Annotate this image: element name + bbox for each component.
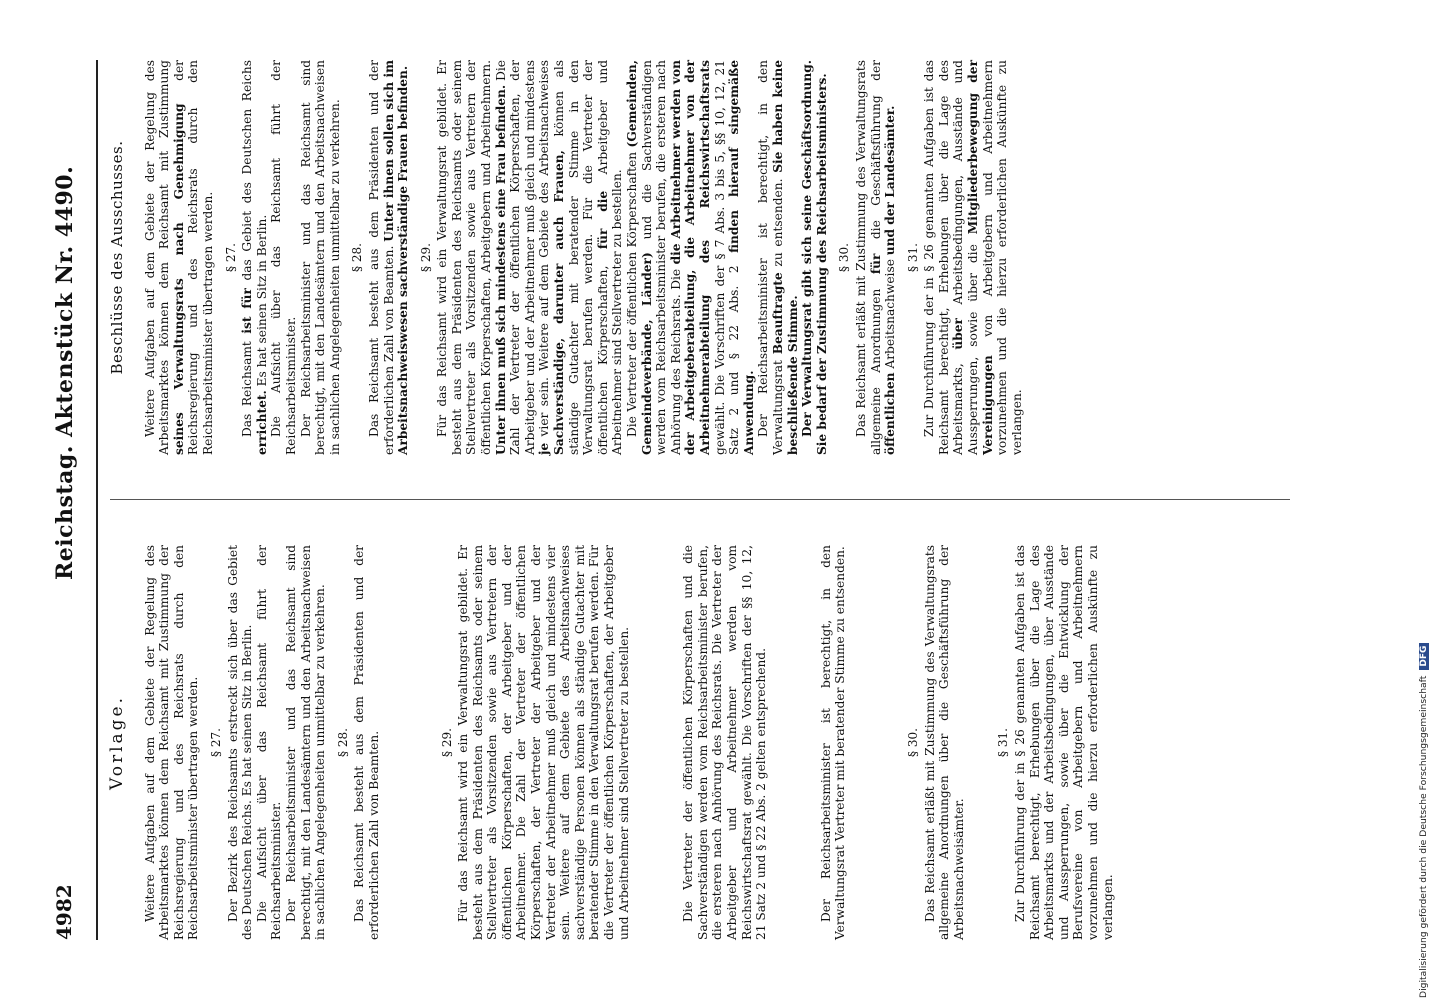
left-s29-p1: Für das Reichsamt wird ein Verwaltungsrat gebildet. Er besteht aus dem Präsidenten des Reichsamts oder seinem Stellvertreter als Vorsitzenden sowie aus Vertretern der öffentlichen Körperschaften, der Arbeitgeber und der Arbeitnehmer. Die Zahl der Vertreter der öffentlichen Körperschaften, der Vertreter der Arbeitgeber und der Vertreter der Arbeitnehmer muß gleich und mindestens vier sein. Weitere auf dem Gebiete des Arbeitsnachweises sachverständige Personen können als ständige Gutachter mit beratender Stimme in den Verwaltungsrat berufen werden. Für die Vertreter der öffentlichen Körperschaften, der Arbeitgeber und Arbeitnehmer sind Stellvertreter zu bestellen.: [456, 545, 631, 940]
left-s29-p3: Der Reichsarbeitsminister ist berechtigt, in den Verwaltungsrat Vertreter mit beratender Stimme zu entsenden.: [818, 545, 848, 940]
left-intro: Weitere Aufgaben auf dem Gebiete der Regelung des Arbeitsmarktes können dem Reichsamt mit Zustimmung der Reichsregierung und des Reichsrats durch den Reichsarbeitsminister übertragen werden.: [142, 545, 201, 940]
right-section-27: § 27.: [223, 243, 238, 272]
right-s28-p1: Das Reichsamt besteht aus dem Präsidenten und der erforderlichen Zahl von Beamten. Unter ihnen sollen sich im Arbeitsnachweiswesen sachverständige Frauen befinden.: [366, 60, 411, 455]
right-section-31: § 31.: [905, 243, 920, 272]
left-s27-p3: Der Reichsarbeitsminister und das Reichsamt sind berechtigt, mit den Landesämtern und den Arbeitsnachweisen in sachlichen Angelegenheiten unmittelbar zu verkehren.: [283, 545, 328, 940]
page-header: [52, 60, 84, 940]
right-section-29: § 29.: [418, 243, 433, 272]
left-section-27: § 27.: [208, 728, 223, 757]
left-section-29: § 29.: [439, 728, 454, 757]
page-number: 4982: [52, 884, 76, 940]
right-s29-p3: Der Reichsarbeitsminister ist berechtigt, in den Verwaltungsrat Beauftragte zu entsenden. Sie haben keine beschließende Stimme.: [756, 60, 800, 455]
left-s29-p2: Die Vertreter der öffentlichen Körperschaften und die Sachverständigen werden vom Reichsarbeitsminister berufen, die ersteren nach Anhörung des Reichsrats. Die Vertreter der Arbeitgeber und Arbeitnehmer werden vom Reichswirtschaftsrat gewählt. Die Vorschriften der §§ 10, 12, 21 Satz 2 und § 22 Abs. 2 gelten entsprechend.: [681, 545, 769, 940]
right-s27-p3: Der Reichsarbeitsminister und das Reichsamt sind berechtigt, mit den Landesämtern und den Arbeitsnachweisen in sachlichen Angelegenheiten unmittelbar zu verkehren.: [298, 60, 342, 455]
header-rule: [96, 60, 98, 940]
right-column-title: Beschlüsse des Ausschusses.: [108, 140, 126, 375]
left-s31-p1: Zur Durchführung der in § 26 genannten Aufgaben ist das Reichsamt berechtigt, Erhebungen über die Lage des Arbeitsmarkts und der Arbeitsbedingungen, über Ausstände und Aussperrungen, sowie über die Entwicklung der Berufsvereine von Arbeitgebern und Arbeitnehmern vorzunehmen und die hierzu erforderlichen Auskünfte zu verlangen.: [1012, 545, 1115, 940]
right-column-beschluesse: [110, 60, 1024, 455]
left-s27-p1: Der Bezirk des Reichsamts erstreckt sich über das Gebiet des Deutschen Reichs. Es hat seinen Sitz in Berlin.: [225, 545, 255, 940]
left-section-28: § 28.: [335, 728, 350, 757]
digitization-notice: [1418, 8, 1430, 998]
right-s29-p4: Der Verwaltungsrat gibt sich seine Geschäftsordnung. Sie bedarf der Zustimmung des Reichsarbeitsministers.: [800, 60, 829, 455]
column-divider: [110, 499, 1290, 500]
left-s27-p2: Die Aufsicht über das Reichsamt führt der Reichsarbeitsminister.: [254, 545, 284, 940]
right-s27-p1: Das Reichsamt ist für das Gebiet des Deutschen Reichs errichtet. Es hat seinen Sitz in Berlin.: [240, 60, 269, 455]
left-section-31: § 31.: [996, 728, 1011, 757]
right-s27-p2: Die Aufsicht über das Reichsamt führt der Reichsarbeitsminister.: [269, 60, 298, 455]
right-s30-p1: Das Reichsamt erläßt mit Zustimmung des Verwaltungsrats allgemeine Anordnungen für die Geschäftsführung der öffentlichen Arbeitsnachweise und der Landesämter.: [853, 60, 898, 455]
running-title: Reichstag. Aktenstück Nr. 4490.: [52, 165, 78, 580]
left-s28-p1: Das Reichsamt besteht aus dem Präsidenten und der erforderlichen Zahl von Beamten.: [352, 545, 381, 940]
right-s31-p1: Zur Durchführung der in § 26 genannten Aufgaben ist das Reichsamt berechtigt, Erhebungen über die Lage des Arbeitsmarkts, über Arbeitsbedingungen, Ausstände und Aussperrungen, sowie über die Mitgliederbewegung der Vereinigungen von Arbeitgebern und Arbeitnehmern vorzunehmen und die hierzu erforderlichen Auskünfte zu verlangen.: [922, 60, 1024, 455]
right-section-28: § 28.: [350, 243, 365, 272]
right-s29-p1: Für das Reichsamt wird ein Verwaltungsrat gebildet. Er besteht aus dem Präsidenten des Reichsamts oder seinem Stellvertreter als Vorsitzenden sowie aus Vertretern der öffentlichen Körperschaften, Arbeitgebern und Arbeitnehmern. Unter ihnen muß sich mindestens eine Frau befinden. Die Zahl der Vertreter der öffentlichen Körperschaften, der Arbeitgeber und der Arbeitnehmer muß gleich und mindestens je vier sein. Weitere auf dem Gebiete des Arbeitsnachweises Sachverständige, darunter auch Frauen, können als ständige Gutachter mit beratender Stimme in den Verwaltungsrat berufen werden. Für die Vertreter der öffentlichen Körperschaften, für die Arbeitgeber und Arbeitnehmer sind Stellvertreter zu bestellen.: [435, 59, 625, 455]
left-s30-p1: Das Reichsamt erläßt mit Zustimmung des Verwaltungsrats allgemeine Anordnungen über die Geschäftsführung der Arbeitsnachweisämter.: [922, 545, 966, 940]
digitization-note: Digitalisierung gefördert durch die Deutsche Forschungsgemeinschaft: [1418, 675, 1429, 998]
dfg-logo: DFG: [1419, 643, 1429, 670]
right-section-30: § 30.: [837, 243, 852, 272]
right-s29-p2: Die Vertreter der öffentlichen Körperschaften (Gemeinden, Gemeindeverbände, Länder) und die Sachverständigen werden vom Reichsarbeitsminister berufen, die ersteren nach Anhörung des Reichsrats. Die die Arbeitnehmer werden von der Arbeitgeberabteilung, die Arbeitnehmer von der Arbeitnehmerabteilung des Reichswirtschaftsrats gewählt. Die Vorschriften der § 7 Abs. 3 bis 5, §§ 10, 12, 21 Satz 2 und § 22 Abs. 2 finden hierauf singemäße Anwendung.: [625, 60, 756, 455]
left-column-vorlage: [107, 545, 1115, 940]
left-section-30: § 30.: [905, 728, 920, 757]
right-intro: Weitere Aufgaben auf dem Gebiete der Regelung des Arbeitsmarktes können dem Reichsamt mit Zustimmung seines Verwaltungsrats nach Genehmigung der Reichsregierung und des Reichsrats durch den Reichsarbeitsminister übertragen werden.: [142, 60, 215, 455]
left-column-title: Vorlage.: [107, 695, 127, 790]
